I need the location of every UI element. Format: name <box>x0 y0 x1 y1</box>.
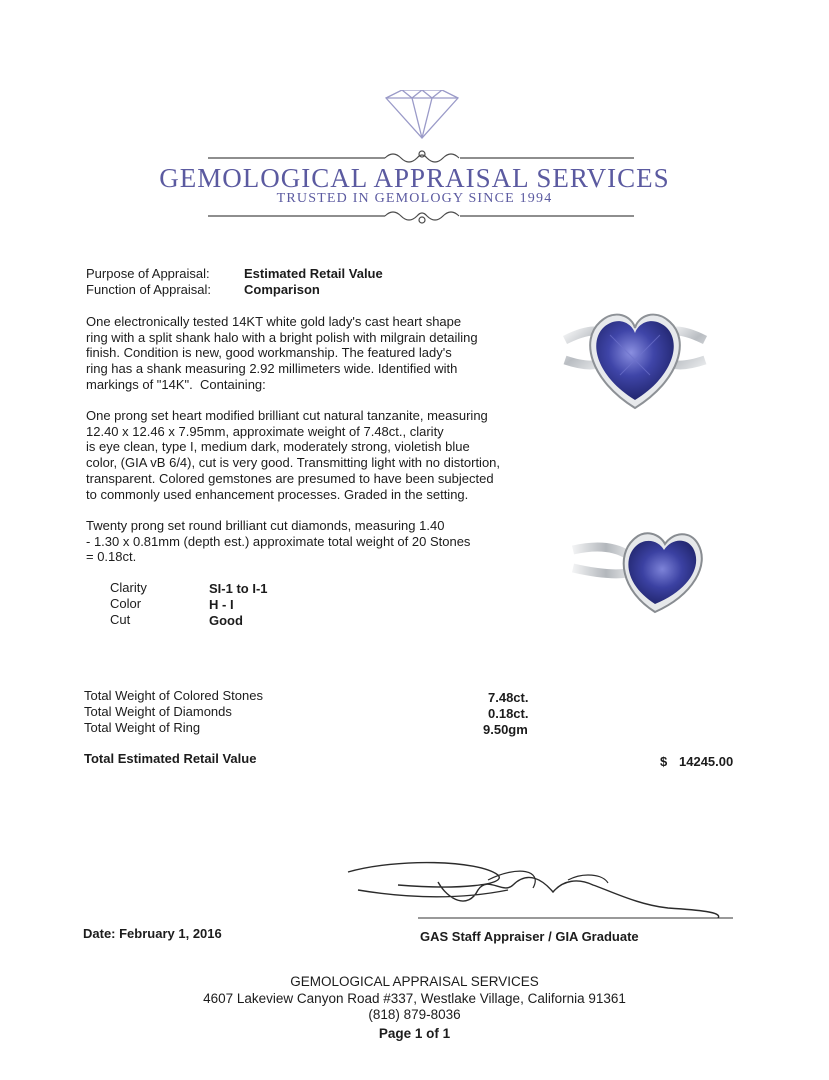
clarity-value: SI-1 to I-1 <box>209 581 268 596</box>
function-value: Comparison <box>244 282 320 297</box>
total-value-label: Total Estimated Retail Value <box>84 751 257 766</box>
ring-weight-label: Total Weight of Ring <box>84 720 201 735</box>
diamond-description: Twenty prong set round brilliant cut diamonds, measuring 1.40 - 1.30 x 0.81mm (depth est.) approximate total weight of 20 Stones = 0.18ct. <box>86 518 471 565</box>
diamonds-weight-value: 0.18ct. <box>488 706 529 721</box>
color-value: H - I <box>209 597 234 612</box>
appraiser-title: GAS Staff Appraiser / GIA Graduate <box>420 929 639 944</box>
diamonds-weight-label: Total Weight of Diamonds <box>84 704 232 719</box>
purpose-label: Purpose of Appraisal: <box>86 266 210 281</box>
cut-label: Cut <box>110 612 131 627</box>
colored-stones-weight-label: Total Weight of Colored Stones <box>84 688 263 703</box>
top-flourish <box>208 151 634 162</box>
purpose-value: Estimated Retail Value <box>244 266 383 281</box>
page-number: Page 1 of 1 <box>378 1026 451 1041</box>
ring-description: One electronically tested 14KT white gold lady's cast heart shape ring with a split shank halo with a bright polish with milgrain detailing finish. Condition is new, good workmanship. The featured lady's ring has a shank measuring 2.92 millimeters wide. Identified with markings of "14K". Containing: <box>86 314 478 392</box>
appraiser-signature <box>338 850 738 935</box>
tanzanite-description: One prong set heart modified brilliant cut natural tanzanite, measuring 12.40 x 12.46 x 7.95mm, approximate weight of 7.48ct., clarity is eye clean, type I, medium dark, moderately strong, violetish blue color, (GIA vB 6/4), cut is very good. Transmitting light with no distortion, transparent. Colored gemstones are presumed to have been subjected to commonly used enhancement processes. Graded in the setting. <box>86 408 501 502</box>
company-name: GEMOLOGICAL APPRAISAL SERVICES <box>159 163 670 193</box>
total-currency: $ <box>660 754 668 769</box>
function-label: Function of Appraisal: <box>86 282 212 297</box>
footer-address: 4607 Lakeview Canyon Road #337, Westlake Village, California 91361 <box>203 991 626 1006</box>
diamond-outline-icon <box>386 90 458 138</box>
bottom-flourish <box>208 212 634 223</box>
ring-front-photo <box>560 300 710 415</box>
footer-company: GEMOLOGICAL APPRAISAL SERVICES <box>290 974 539 989</box>
ring-angle-photo <box>565 520 715 620</box>
company-tagline: TRUSTED IN GEMOLOGY SINCE 1994 <box>276 191 553 206</box>
colored-stones-weight-value: 7.48ct. <box>488 690 529 705</box>
cut-value: Good <box>209 613 243 628</box>
footer-phone: (818) 879-8036 <box>368 1007 461 1022</box>
ring-weight-value: 9.50gm <box>483 722 528 737</box>
color-label: Color <box>110 596 142 611</box>
appraisal-date: Date: February 1, 2016 <box>83 926 222 941</box>
total-value-amount: 14245.00 <box>679 754 734 769</box>
clarity-label: Clarity <box>110 580 147 595</box>
